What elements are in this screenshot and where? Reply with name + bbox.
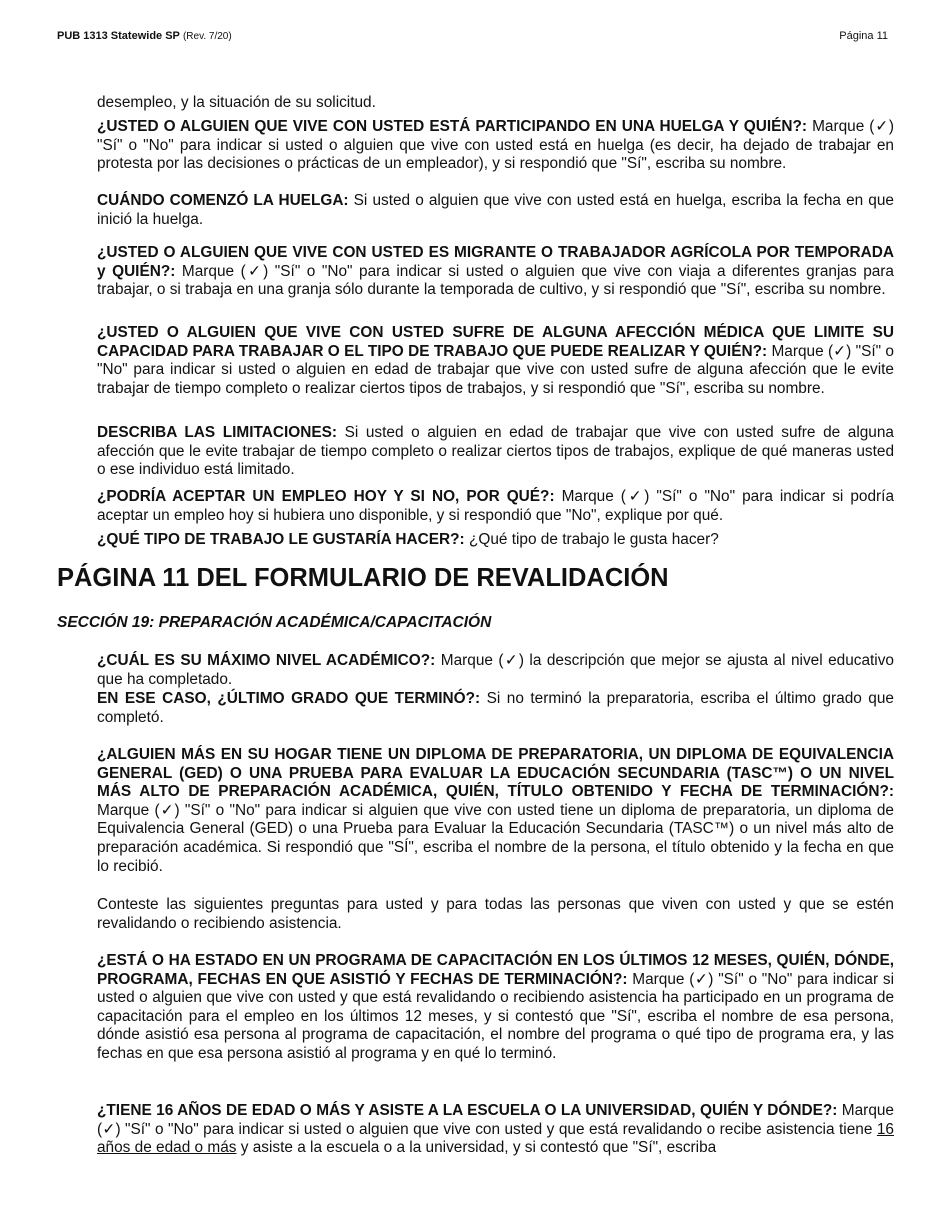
revision: (Rev. 7/20)	[182, 31, 232, 42]
paragraph	[97, 192, 894, 229]
question-label: ¿USTED O ALGUIEN QUE VIVE CON USTED SUFRE DE ALGUNA AFECCIÓN MÉDICA QUE LIMITE SU CAPACIDAD PARA TRABAJAR O EL TIPO DE TRABAJO QUE PUEDE REALIZAR Y QUIÉN?:	[97, 324, 894, 360]
paragraph	[97, 118, 894, 174]
paragraph-school-attendance	[97, 1102, 894, 1158]
question-label: ¿CUÁL ES SU MÁXIMO NIVEL ACADÉMICO?:	[97, 652, 436, 669]
paragraph-text: ¿Qué tipo de trabajo le gusta hacer?	[464, 531, 719, 548]
paragraph	[97, 94, 894, 113]
paragraph-text: Marque (✓) "Sí" o "No" para indicar si usted o alguien que vive con usted y que está revalidando o recibe asistencia tiene	[97, 1102, 894, 1138]
question-label: ¿PODRÍA ACEPTAR UN EMPLEO HOY Y SI NO, POR QUÉ?:	[97, 488, 555, 505]
question-label: ¿USTED O ALGUIEN QUE VIVE CON USTED ES MIGRANTE O TRABAJADOR AGRÍCOLA POR TEMPORADA y QUIÉN?:	[97, 244, 894, 280]
question-label: DESCRIBA LAS LIMITACIONES:	[97, 424, 338, 441]
paragraph	[97, 896, 894, 933]
paragraph-text: Marque (✓) "Sí" o "No" para indicar si podría aceptar un empleo hoy si hubiera uno disponible, y si respondió que "No", explique por qué.	[97, 488, 895, 524]
question-label: EN ESE CASO, ¿ÚLTIMO GRADO QUE TERMINÓ?:	[97, 690, 481, 707]
paragraph-text: Marque (✓) "Sí" o "No" para indicar si usted o alguien que vive con usted y que está revalidando o recibiendo asistencia ha participado en un programa de capacitación para el empleo en los últimos 12 meses, y si contestó que "Sí", escriba el nombre de esa persona, dónde asistió esa persona al programa de capacitación, el nombre del programa o qué tipo de programa era, y las fechas en que esa persona asistió al programa y en qué lo terminó.	[97, 970, 894, 1062]
paragraph-text: Si no terminó la preparatoria, escriba el último grado que completó.	[97, 690, 894, 726]
page-number: Página 11	[839, 30, 888, 42]
section-heading: SECCIÓN 19: PREPARACIÓN ACADÉMICA/CAPACITACIÓN	[57, 614, 492, 631]
paragraph-text: Marque (✓) "Sí" o "No" para indicar si alguien que vive con usted tiene un diploma de preparatoria, un diploma de Equivalencia General (GED) o una Prueba para Evaluar la Educación Secundaria (TASC™) o un nivel más alto de preparación académica. Si respondió que "SÍ", escriba el nombre de la persona, el título obtenido y la fecha en que lo recibió.	[97, 801, 894, 875]
paragraph	[97, 690, 894, 727]
paragraph-text: y asiste a la escuela o a la universidad, y si contestó que "Sí", escriba	[236, 1139, 717, 1157]
paragraph	[97, 424, 894, 480]
paragraph-text: Marque (✓) "Sí" o "No" para indicar si usted o alguien que vive con usted está en huelga (es decir, ha dejado de trabajar en protesta por las decisiones o prácticas de un empleador), y si respondió que "Sí", escriba su nombre.	[97, 118, 894, 173]
paragraph	[97, 324, 894, 398]
question-label: ¿ESTÁ O HA ESTADO EN UN PROGRAMA DE CAPACITACIÓN EN LOS ÚLTIMOS 12 MESES, QUIÉN, DÓNDE, PROGRAMA, FECHAS EN QUE ASISTIÓ Y FECHAS DE TERMINACIÓN?:	[97, 952, 894, 988]
question-label: ¿QUÉ TIPO DE TRABAJO LE GUSTARÍA HACER?:	[97, 531, 465, 548]
paragraph	[97, 488, 894, 525]
question-label: CUÁNDO COMENZÓ LA HUELGA:	[97, 192, 349, 209]
paragraph-text: Marque (✓) la descripción que mejor se ajusta al nivel educativo que ha completado.	[97, 652, 894, 688]
question-label: ¿TIENE 16 AÑOS DE EDAD O MÁS Y ASISTE A LA ESCUELA O LA UNIVERSIDAD, QUIÉN Y DÓNDE?:	[97, 1102, 838, 1119]
underlined-text: 16 años de edad o más	[97, 1120, 894, 1157]
paragraph-text: Marque (✓) "Sí" o "No" para indicar si usted o alguien que vive con viaja a diferentes granjas para trabajar, o si trabaja en una granja sólo durante la temporada de cultivo, y si respondió que "Sí", escriba su nombre.	[97, 262, 894, 299]
paragraph	[97, 531, 894, 550]
document-header	[57, 30, 232, 42]
paragraph	[97, 952, 894, 1064]
paragraph-text: desempleo, y la situación de su solicitud.	[97, 94, 376, 111]
page-heading: PÁGINA 11 DEL FORMULARIO DE REVALIDACIÓN	[57, 564, 669, 592]
publication-id: PUB 1313 Statewide SP	[57, 30, 180, 42]
question-label: ¿ALGUIEN MÁS EN SU HOGAR TIENE UN DIPLOMA DE PREPARATORIA, UN DIPLOMA DE EQUIVALENCIA GENERAL (GED) O UNA PRUEBA PARA EVALUAR LA EDUCACIÓN SECUNDARIA (TASC™) O UN NIVEL MÁS ALTO DE PREPARACIÓN ACADÉMICA, QUIÉN, TÍTULO OBTENIDO Y FECHA DE TERMINACIÓN?:	[97, 746, 894, 801]
paragraph-text: Marque (✓) "Sí" o "No" para indicar si usted o alguien en edad de trabajar que vive con usted sufre de alguna afección que le evite trabajar de tiempo completo o realizar ciertos tipos de trabajos, y si respondió que "Sí", escriba su nombre.	[97, 342, 894, 397]
paragraph-text: Si usted o alguien en edad de trabajar que vive con usted sufre de alguna afección que le evite trabajar de tiempo completo o realizar ciertos tipos de trabajos, explique de qué maneras usted o ese individuo está limitado.	[97, 424, 894, 479]
paragraph	[97, 244, 894, 300]
paragraph	[97, 652, 894, 689]
paragraph-text: Si usted o alguien que vive con usted está en huelga, escriba la fecha en que inició la huelga.	[97, 192, 894, 228]
paragraph	[97, 746, 894, 876]
question-label: ¿USTED O ALGUIEN QUE VIVE CON USTED ESTÁ PARTICIPANDO EN UNA HUELGA Y QUIÉN?:	[97, 118, 808, 135]
paragraph-text: Conteste las siguientes preguntas para usted y para todas las personas que viven con usted y que se estén revalidando o recibiendo asistencia.	[97, 896, 894, 932]
